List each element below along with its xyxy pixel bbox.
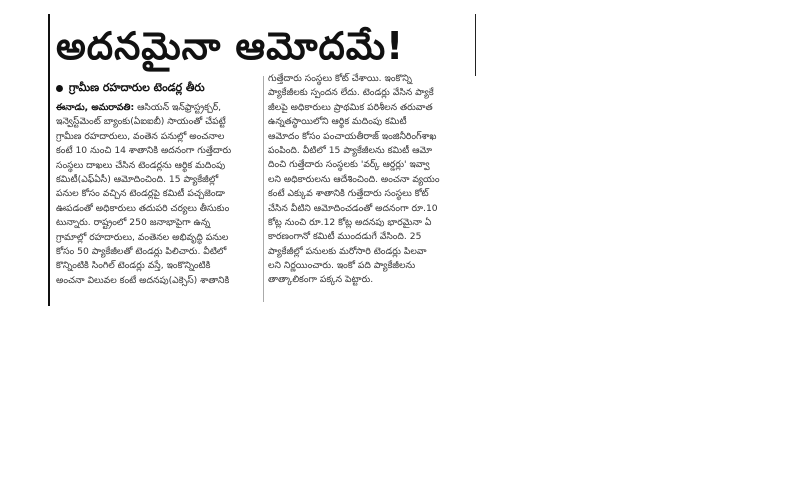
dateline: ఈనాడు, అమరావతి:: [56, 102, 135, 113]
column-line: కోసం 50 ప్యాకేజీలతో టెండర్లు పిలిచారు. వీటిలో: [56, 245, 227, 257]
column-line: కొన్నింటికి సింగిల్ టెండర్లు వస్తే, ఇంకొన్నింటికి: [56, 260, 211, 272]
column-line: జీలపై అధికారులు ప్రాథమిక పరిశీలన తరువాత: [268, 101, 433, 113]
bullet-icon: [56, 85, 63, 92]
column-line: సంస్థలు దాఖలు చేసిన టెండర్లను ఆర్థిక మదింపు: [56, 159, 226, 171]
article-column-left: [56, 101, 260, 288]
left-border-rule: [48, 14, 50, 306]
column-line: అంచనా విలువల కంటే అదనపు(ఎక్సెస్) శాతానికి: [56, 274, 230, 286]
column-line: దించి గుత్తేదారు సంస్థలకు 'వర్క్ ఆర్డర్లు' ఇవ్వా: [268, 159, 430, 171]
article-subheadline: [56, 80, 260, 96]
column-line: ఇన్వెస్ట్‌మెంట్ బ్యాంకు(ఏఐఐబీ) సాయంతో చేపట్టే: [56, 116, 226, 128]
column-line: ఉన్నతస్థాయిలోని ఆర్థిక మదింపు కమిటీ: [268, 116, 407, 128]
column-line: గ్రామీణ రహదారులు, వంతెన పనుల్లో అంచనాల: [56, 130, 225, 142]
column-line: టున్నారు. రాష్ట్రంలో 250 జనాభాపైగా ఉన్న: [56, 217, 211, 229]
column-line: కోట్ల నుంచి రూ.12 కోట్ల అదనపు భారమైనా ఏ: [268, 216, 432, 228]
column-line: గుత్తేదారు సంస్థలు కోట్ చేశాయి. ఇంకొన్ని: [268, 73, 412, 84]
article-headline: అదనమైనా ఆమోదమే!: [56, 24, 405, 68]
column-line: కంటే ఎక్కువ శాతానికి గుత్తేదారు సంస్థలు కోట్: [268, 188, 429, 200]
column-line-text: ఆసియన్ ఇన్‌ఫ్రాస్ట్రక్చర్,: [137, 102, 222, 113]
column-line: చేసిన వీటిని ఆమోదించడంతో అదనంగా రూ.10: [268, 202, 438, 214]
column-line: [56, 101, 260, 115]
column-line: కమిటీ(ఎఫ్‌ఏసీ) ఆమోదించింది. 15 ప్యాకేజీల్లో: [56, 173, 219, 185]
subheadline-text: గ్రామీణ రహదారుల టెండర్ల తీరు: [68, 81, 205, 94]
column-line: లని అధికారులను ఆదేశించింది. అంచనా వ్యయం: [268, 173, 440, 185]
headline-right-rule: [475, 14, 476, 76]
column-line: ఊపడంతో అధికారులు తదుపరి చర్యలు తీసుకుం: [56, 202, 230, 214]
column-line: ప్యాకేజీల్లో పనులకు మరోసారి టెండర్లు పిలవా: [268, 245, 427, 257]
column-line: ప్యాకేజీలకు స్పందన లేదు. టెండర్లు వేసిన ప్యాకే: [268, 87, 434, 99]
column-line: పనుల కోసం వచ్చిన టెండర్లపై కమిటీ పచ్చజెండా: [56, 188, 225, 200]
column-line: లని నిర్ణయించారు. ఇంకో పది ప్యాకేజీలను: [268, 260, 416, 272]
column-line: కారణంగానో కమిటీ ముందడుగే వేసింది. 25: [268, 231, 422, 243]
column-line: కంటే 10 నుంచి 14 శాతానికి అదనంగా గుత్తేదారు: [56, 145, 232, 157]
column-line: తాత్కాలికంగా పక్కన పెట్టారు.: [268, 274, 374, 286]
column-divider: [263, 76, 264, 302]
column-line: పంపింది. వీటిలో 15 ప్యాకేజీలను కమిటీ ఆమో: [268, 144, 433, 156]
column-line: గ్రామాల్లో రహదారులు, వంతెనల అభివృద్ధి పనుల: [56, 231, 229, 243]
article-column-right: [268, 72, 474, 288]
column-line: ఆమోదం కోసం పంచాయతీరాజ్ ఇంజినీరింగ్‌శాఖ: [268, 130, 437, 142]
